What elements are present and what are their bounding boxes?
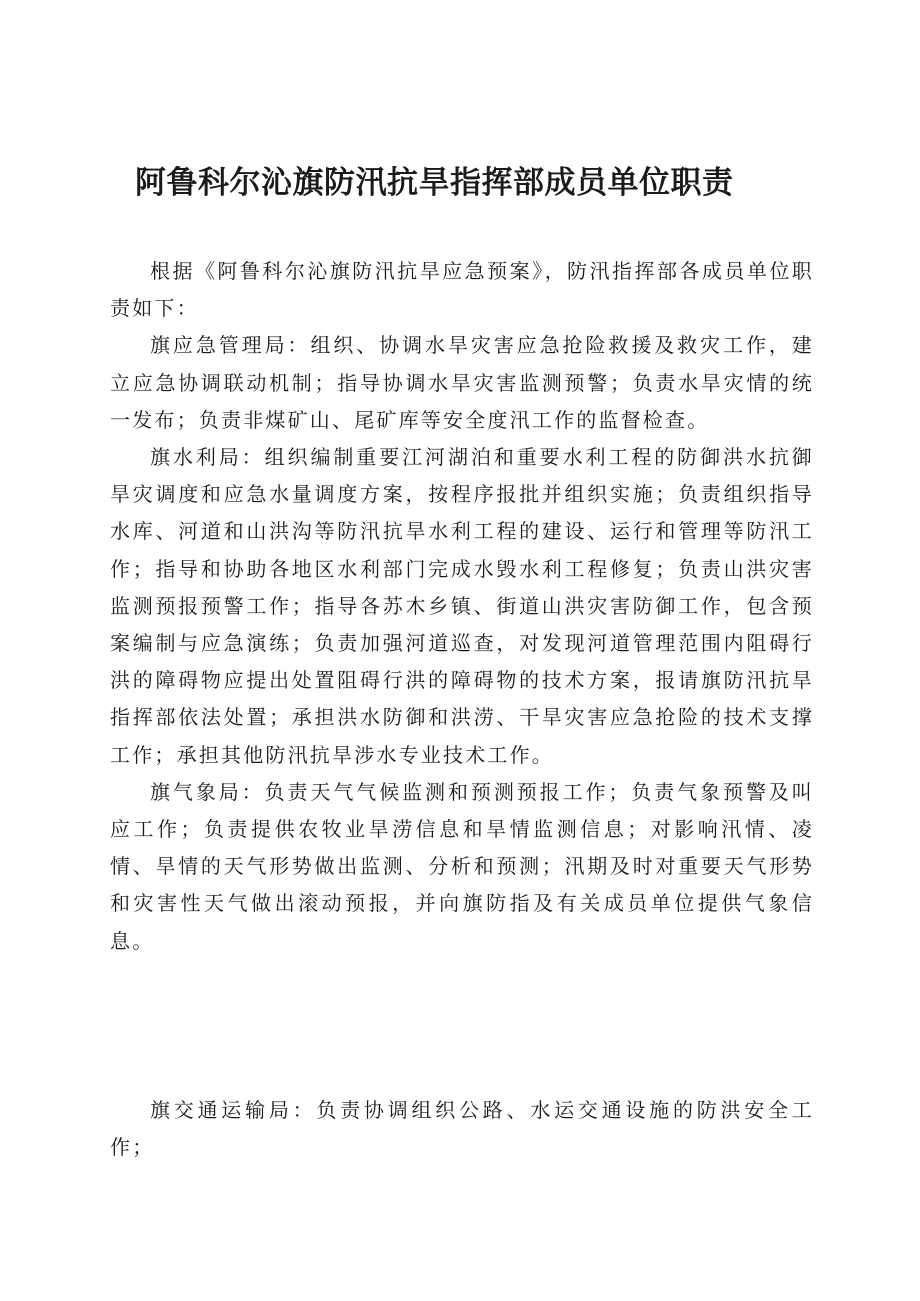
paragraph-weather-bureau: 旗气象局：负责天气气候监测和预测预报工作；负责气象预警及叫应工作；负责提供农牧业旱涝信息和旱情监测信息；对影响汛情、凌情、旱情的天气形势做出监测、分析和预测；汛期及时对重要天气形势和灾害性天气做出滚动预报，并向旗防指及有关成员单位提供气象信息。 xyxy=(110,779,814,953)
document-body xyxy=(110,253,814,960)
document-body-continued xyxy=(110,1092,814,1166)
paragraph-intro: 根据《阿鲁科尔沁旗防汛抗旱应急预案》，防汛指挥部各成员单位职责如下： xyxy=(110,259,814,321)
paragraph-transport-bureau: 旗交通运输局：负责协调组织公路、水运交通设施的防洪安全工作； xyxy=(110,1098,814,1160)
paragraph-emergency-bureau: 旗应急管理局：组织、协调水旱灾害应急抢险救援及救灾工作，建立应急协调联动机制；指导协调水旱灾害监测预警；负责水旱灾情的统一发布；负责非煤矿山、尾矿库等安全度汛工作的监督检查。 xyxy=(110,333,814,432)
document-title: 阿鲁科尔沁旗防汛抗旱指挥部成员单位职责 xyxy=(135,165,734,201)
paragraph-water-bureau: 旗水利局：组织编制重要江河湖泊和重要水利工程的防御洪水抗御旱灾调度和应急水量调度方案，按程序报批并组织实施；负责组织指导水库、河道和山洪沟等防汛抗旱水利工程的建设、运行和管理等防汛工作；指导和协助各地区水利部门完成水毁水利工程修复；负责山洪灾害监测预报预警工作；指导各苏木乡镇、街道山洪灾害防御工作，包含预案编制与应急演练；负责加强河道巡查，对发现河道管理范围内阻碍行洪的障碍物应提出处置阻碍行洪的障碍物的技术方案，报请旗防汛抗旱指挥部依法处置；承担洪水防御和洪涝、干旱灾害应急抢险的技术支撑工作；承担其他防汛抗旱涉水专业技术工作。 xyxy=(110,445,814,767)
